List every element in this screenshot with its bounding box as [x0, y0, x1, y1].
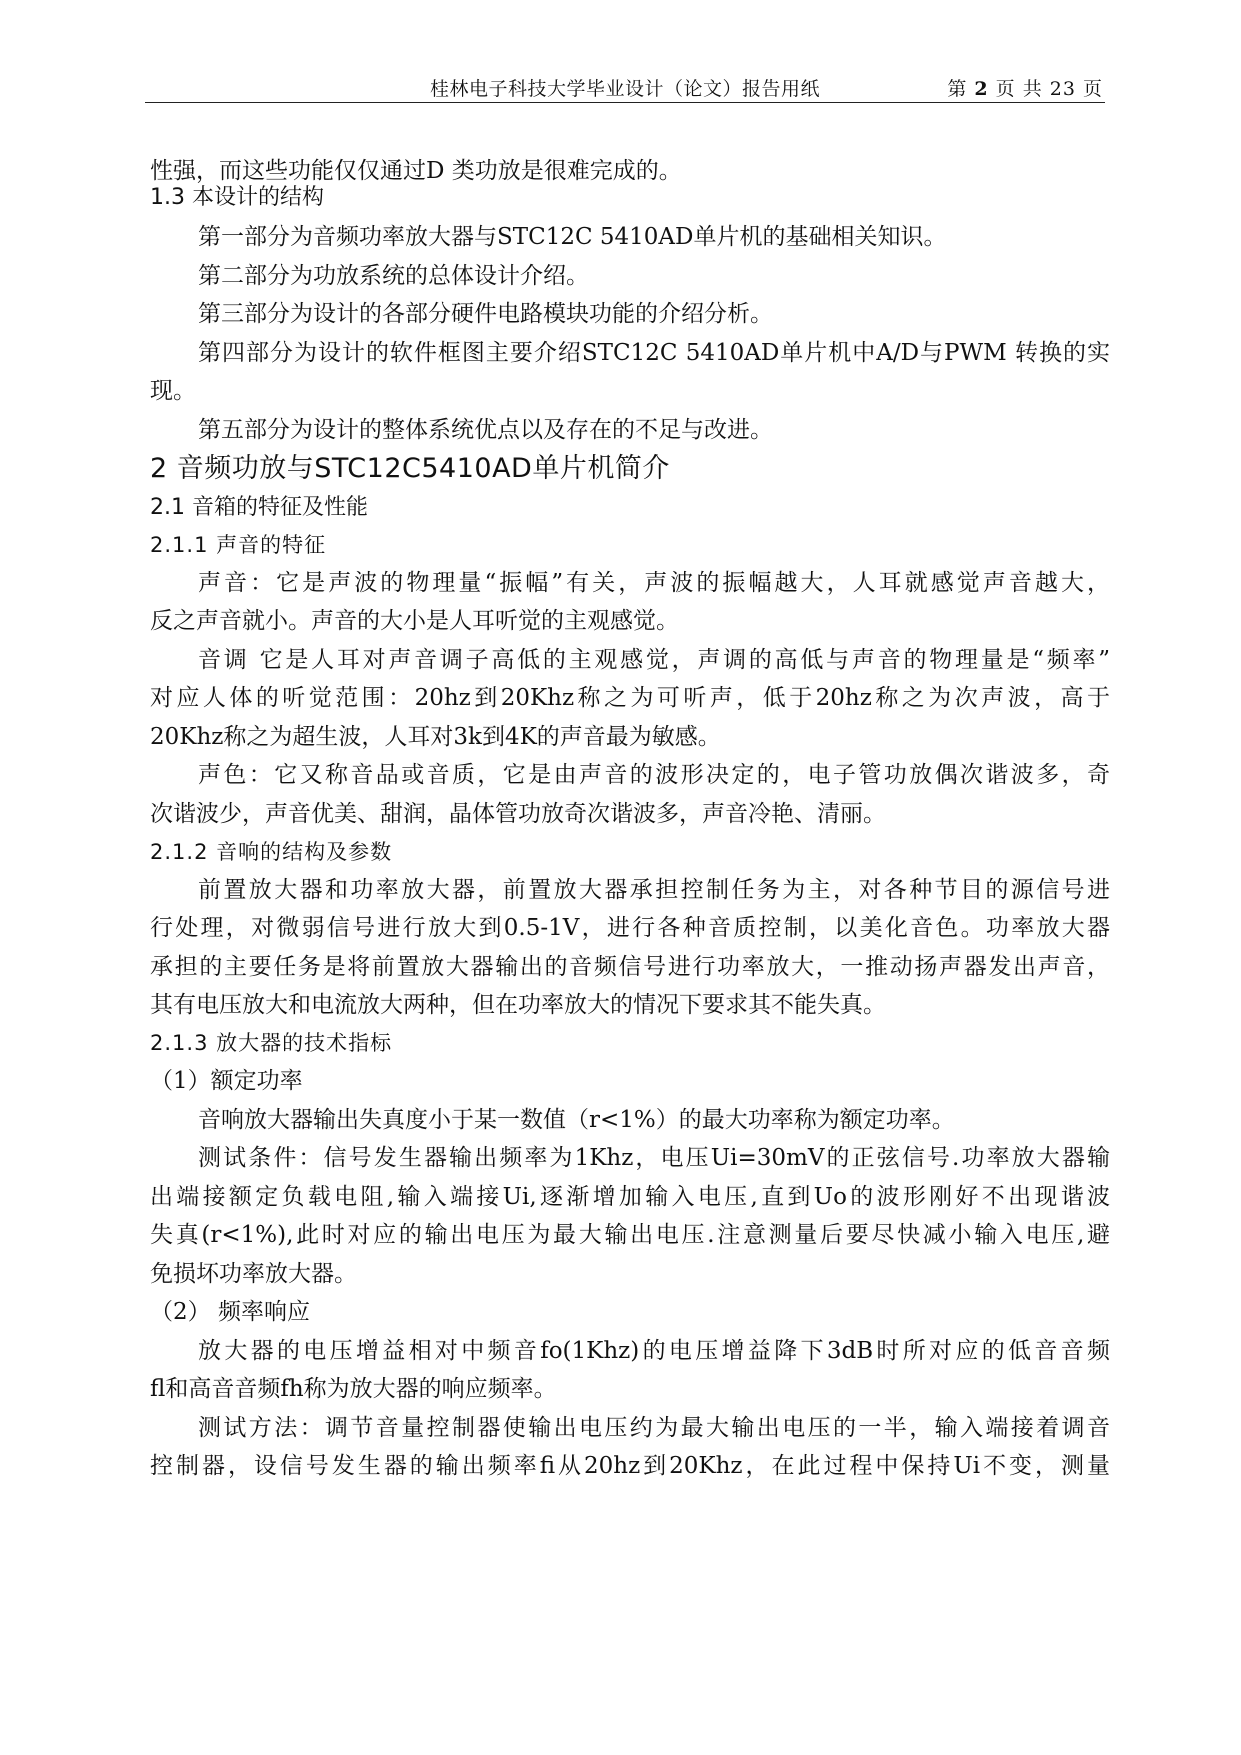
paragraph-line: 反之声音就小。声音的大小是人耳听觉的主观感觉。	[150, 608, 679, 634]
paragraph-line: 前置放大器和功率放大器，前置放大器承担控制任务为主，对各种节目的源信号进	[198, 877, 1110, 903]
paragraph-line: 测试方法：调节音量控制器使输出电压约为最大输出电压的一半，输入端接着调音	[198, 1415, 1110, 1441]
subsection-heading-2-1-2: 2.1.2 音响的结构及参数	[150, 840, 393, 864]
paragraph-line: 次谐波少，声音优美、甜润，晶体管功放奇次谐波多，声音冷艳、清丽。	[150, 801, 886, 827]
paragraph-line: 其有电压放大和电流放大两种，但在功率放大的情况下要求其不能失真。	[150, 992, 886, 1018]
paragraph-line: 控制器，设信号发生器的输出频率fi从20hz到20Khz，在此过程中保持Ui不变，测量	[150, 1453, 1110, 1479]
section-heading-2-1: 2.1 音箱的特征及性能	[150, 495, 368, 520]
list-heading-frequency-response: （2） 频率响应	[150, 1299, 310, 1325]
paragraph-line: 声音：它是声波的物理量“振幅”有关，声波的振幅越大，人耳就感觉声音越大，	[198, 570, 1110, 596]
paragraph-line: 20Khz称之为超生波，人耳对3k到4K的声音最为敏感。	[150, 724, 721, 750]
page-header	[145, 72, 1105, 103]
paragraph-line: 声色：它又称音品或音质，它是由声音的波形决定的，电子管功放偶次谐波多，奇	[198, 762, 1110, 788]
paragraph-line: 第一部分为音频功率放大器与STC12C 5410AD单片机的基础相关知识。	[198, 224, 947, 250]
paragraph-line: 失真(r<1%),此时对应的输出电压为最大输出电压.注意测量后要尽快减小输入电压,避	[150, 1222, 1110, 1248]
paragraph-line: 第二部分为功放系统的总体设计介绍。	[198, 263, 589, 289]
paragraph-line: 出端接额定负载电阻,输入端接Ui,逐渐增加输入电压,直到Uo的波形刚好不出现谐波	[150, 1184, 1110, 1210]
paragraph-line: 行处理，对微弱信号进行放大到0.5-1V，进行各种音质控制，以美化音色。功率放大器	[150, 915, 1110, 941]
page-number: 第 2 页 共 23 页	[947, 78, 1103, 100]
total-pages: 23	[1049, 78, 1076, 100]
paragraph-line: 音调 它是人耳对声音调子高低的主观感觉，声调的高低与声音的物理量是“频率”	[198, 647, 1110, 673]
subsection-heading-2-1-3: 2.1.3 放大器的技术指标	[150, 1031, 393, 1055]
paragraph-line: fl和高音音频fh称为放大器的响应频率。	[150, 1376, 557, 1402]
current-page: 2	[974, 78, 989, 100]
paragraph-line: 第三部分为设计的各部分硬件电路模块功能的介绍分析。	[198, 301, 773, 327]
paragraph-line: 放大器的电压增益相对中频音fo(1Khz)的电压增益降下3dB时所对应的低音音频	[198, 1338, 1110, 1364]
paragraph-line: 对应人体的听觉范围：20hz到20Khz称之为可听声，低于20hz称之为次声波，高于	[150, 685, 1110, 711]
paragraph-line: 现。	[150, 378, 196, 404]
paragraph-line: 承担的主要任务是将前置放大器输出的音频信号进行功率放大，一推动扬声器发出声音，	[150, 954, 1110, 980]
paragraph-line: 免损坏功率放大器。	[150, 1261, 357, 1287]
chapter-heading-2: 2 音频功放与STC12C5410AD单片机简介	[150, 453, 670, 484]
section-heading-1-3: 1.3 本设计的结构	[150, 185, 324, 210]
paragraph-line: 第四部分为设计的软件框图主要介绍STC12C 5410AD单片机中A/D与PWM 转换的实	[198, 340, 1110, 366]
paragraph-line: 性强，而这些功能仅仅通过D 类功放是很难完成的。	[150, 158, 682, 184]
list-heading-rated-power: （1）额定功率	[150, 1068, 303, 1094]
paragraph-line: 音响放大器输出失真度小于某一数值（r<1%）的最大功率称为额定功率。	[198, 1107, 955, 1133]
header-title: 桂林电子科技大学毕业设计（论文）报告用纸	[429, 78, 820, 100]
subsection-heading-2-1-1: 2.1.1 声音的特征	[150, 533, 327, 557]
paragraph-line: 第五部分为设计的整体系统优点以及存在的不足与改进。	[198, 417, 773, 443]
paragraph-line: 测试条件：信号发生器输出频率为1Khz，电压Ui=30mV的正弦信号.功率放大器输	[198, 1145, 1110, 1171]
